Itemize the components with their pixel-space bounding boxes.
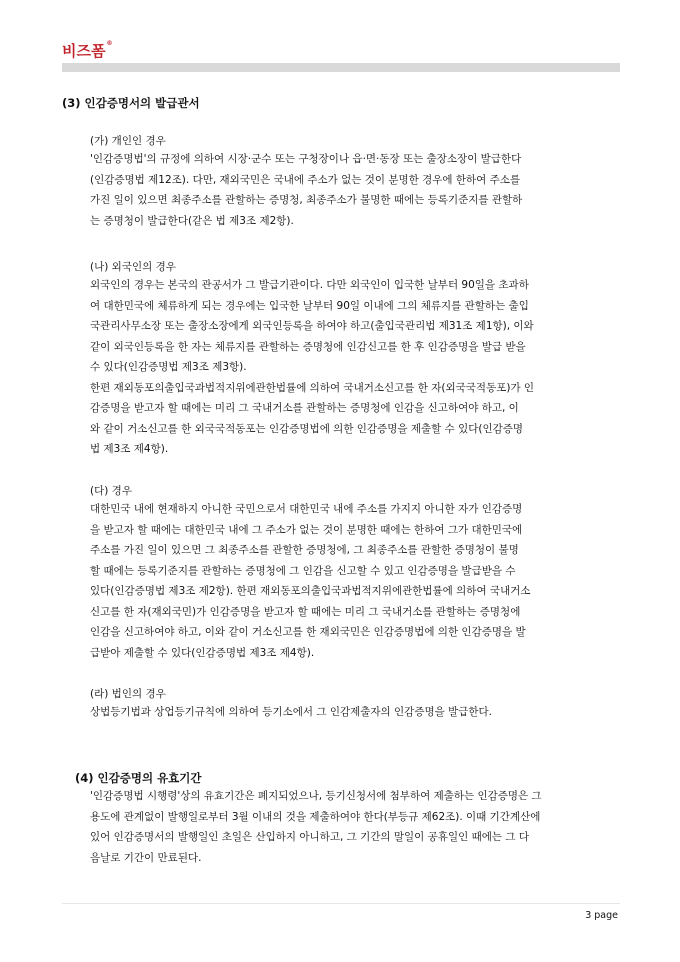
- paragraph-line: 용도에 관계없이 발행일로부터 3월 이내의 것을 제출하여야 한다(부등규 제62조). 이때 기간계산에: [90, 810, 541, 823]
- paragraph-line: 가진 일이 있으면 최종주소를 관할하는 증명청, 최종주소가 불명한 때에는 등록기준지를 관할하: [90, 194, 523, 206]
- paragraph-line: 상법등기법과 상업등기규칙에 의하여 등기소에서 그 인감제출자의 인감증명을 발급한다.: [90, 706, 492, 718]
- subsection-ga-title: (가) 개인인 경우: [90, 135, 166, 147]
- bizforms-logo: 비즈폼®: [62, 40, 113, 60]
- subsection-ra-title: (라) 법인의 경우: [90, 688, 166, 700]
- header-bar: [62, 63, 620, 72]
- subsection-da-body: [90, 499, 618, 663]
- paragraph-line: 국관리사무소장 또는 출장소장에게 외국인등록을 하여야 하고(출입국관리법 제31조 제1항), 이와: [90, 320, 534, 332]
- subsection-da-title: (다) 경우: [90, 485, 132, 497]
- paragraph-line: '인감증명법 시행령'상의 유효기간은 폐지되었으나, 등기신청서에 첨부하여 제출하는 인감증명은 그: [90, 790, 542, 802]
- subsection-na-title: (나) 외국인의 경우: [90, 261, 176, 273]
- paragraph-line: 는 증명청이 발급한다(같은 법 제3조 제2항).: [90, 214, 294, 227]
- paragraph-line: 법 제3조 제4항).: [90, 443, 169, 455]
- section-4-body: [90, 786, 618, 868]
- paragraph-line: 같이 외국인등록을 한 자는 체류지를 관할하는 증명청에 인감신고를 한 후 인감증명을 발급 받을: [90, 340, 526, 353]
- footer-divider: [62, 903, 620, 904]
- paragraph-line: 을 받고자 할 때에는 대한민국 내에 그 주소가 없는 것이 분명한 때에는 한하여 그가 대한민국에: [90, 523, 523, 536]
- paragraph-line: 한편 재외동포의출입국과법적지위에관한법률에 의하여 국내거소신고를 한 자(외국국적동포)가 인: [90, 381, 535, 394]
- subsection-na-body: [90, 275, 618, 460]
- paragraph-line: 급받아 제출할 수 있다(인감증명법 제3조 제4항).: [90, 646, 315, 659]
- subsection-ga-body: [90, 149, 618, 231]
- section-4-heading: (4) 인감증명의 유효기간: [75, 771, 202, 785]
- paragraph-line: 여 대한민국에 체류하게 되는 경우에는 입국한 날부터 90일 이내에 그의 체류지를 관할하는 출입: [90, 299, 529, 312]
- paragraph-line: 수 있다(인감증명법 제3조 제3항).: [90, 361, 247, 373]
- paragraph-line: 감증명을 받고자 할 때에는 미리 그 국내거소를 관할하는 증명청에 인감을 신고하여야 하고, 이: [90, 402, 519, 414]
- paragraph-line: 할 때에는 등록기준지를 관할하는 증명청에 그 인감을 신고할 수 있고 인감증명을 발급받을 수: [90, 564, 516, 577]
- section-3-heading: (3) 인감증명서의 발급관서: [62, 96, 200, 110]
- paragraph-line: '인감증명법'의 규정에 의하여 시장·군수 또는 구청장이나 읍·면·동장 또는 출장소장이 발급한다: [90, 153, 522, 165]
- paragraph-line: 있다(인감증명법 제3조 제2항). 한편 재외동포의출입국과법적지위에관한법률에 의하여 국내거소: [90, 585, 531, 597]
- paragraph-line: 와 같이 거소신고를 한 외국국적동포는 인감증명법에 의한 인감증명을 제출할 수 있다(인감증명: [90, 422, 524, 435]
- paragraph-line: (인감증명법 제12조). 다만, 재외국민은 국내에 주소가 없는 것이 분명한 경우에 한하여 주소를: [90, 173, 521, 186]
- paragraph-line: 있어 인감증명서의 발행일인 초일은 산입하지 아니하고, 그 기간의 말일이 공휴일인 때에는 그 다: [90, 831, 529, 843]
- paragraph-line: 음날로 기간이 만료된다.: [90, 851, 202, 864]
- paragraph-line: 외국인의 경우는 본국의 관공서가 그 발급기관이다. 다만 외국인이 입국한 날부터 90일을 초과하: [90, 279, 529, 291]
- subsection-ra-body: [90, 702, 618, 723]
- page-number: 3 page: [585, 910, 618, 921]
- paragraph-line: 인감을 신고하여야 하고, 이와 같이 거소신고를 한 재외국민은 인감증명법에 의한 인감증명을 발: [90, 626, 526, 638]
- paragraph-line: 신고를 한 자(재외국민)가 인감증명을 받고자 할 때에는 미리 그 국내거소를 관할하는 증명청에: [90, 605, 521, 618]
- paragraph-line: 대한민국 내에 현재하지 아니한 국민으로서 대한민국 내에 주소를 가지지 아니한 자가 인감증명: [90, 503, 523, 515]
- paragraph-line: 주소를 가진 일이 있으면 그 최종주소를 관할한 증명청에, 그 최종주소를 관할한 증명청이 불명: [90, 544, 519, 556]
